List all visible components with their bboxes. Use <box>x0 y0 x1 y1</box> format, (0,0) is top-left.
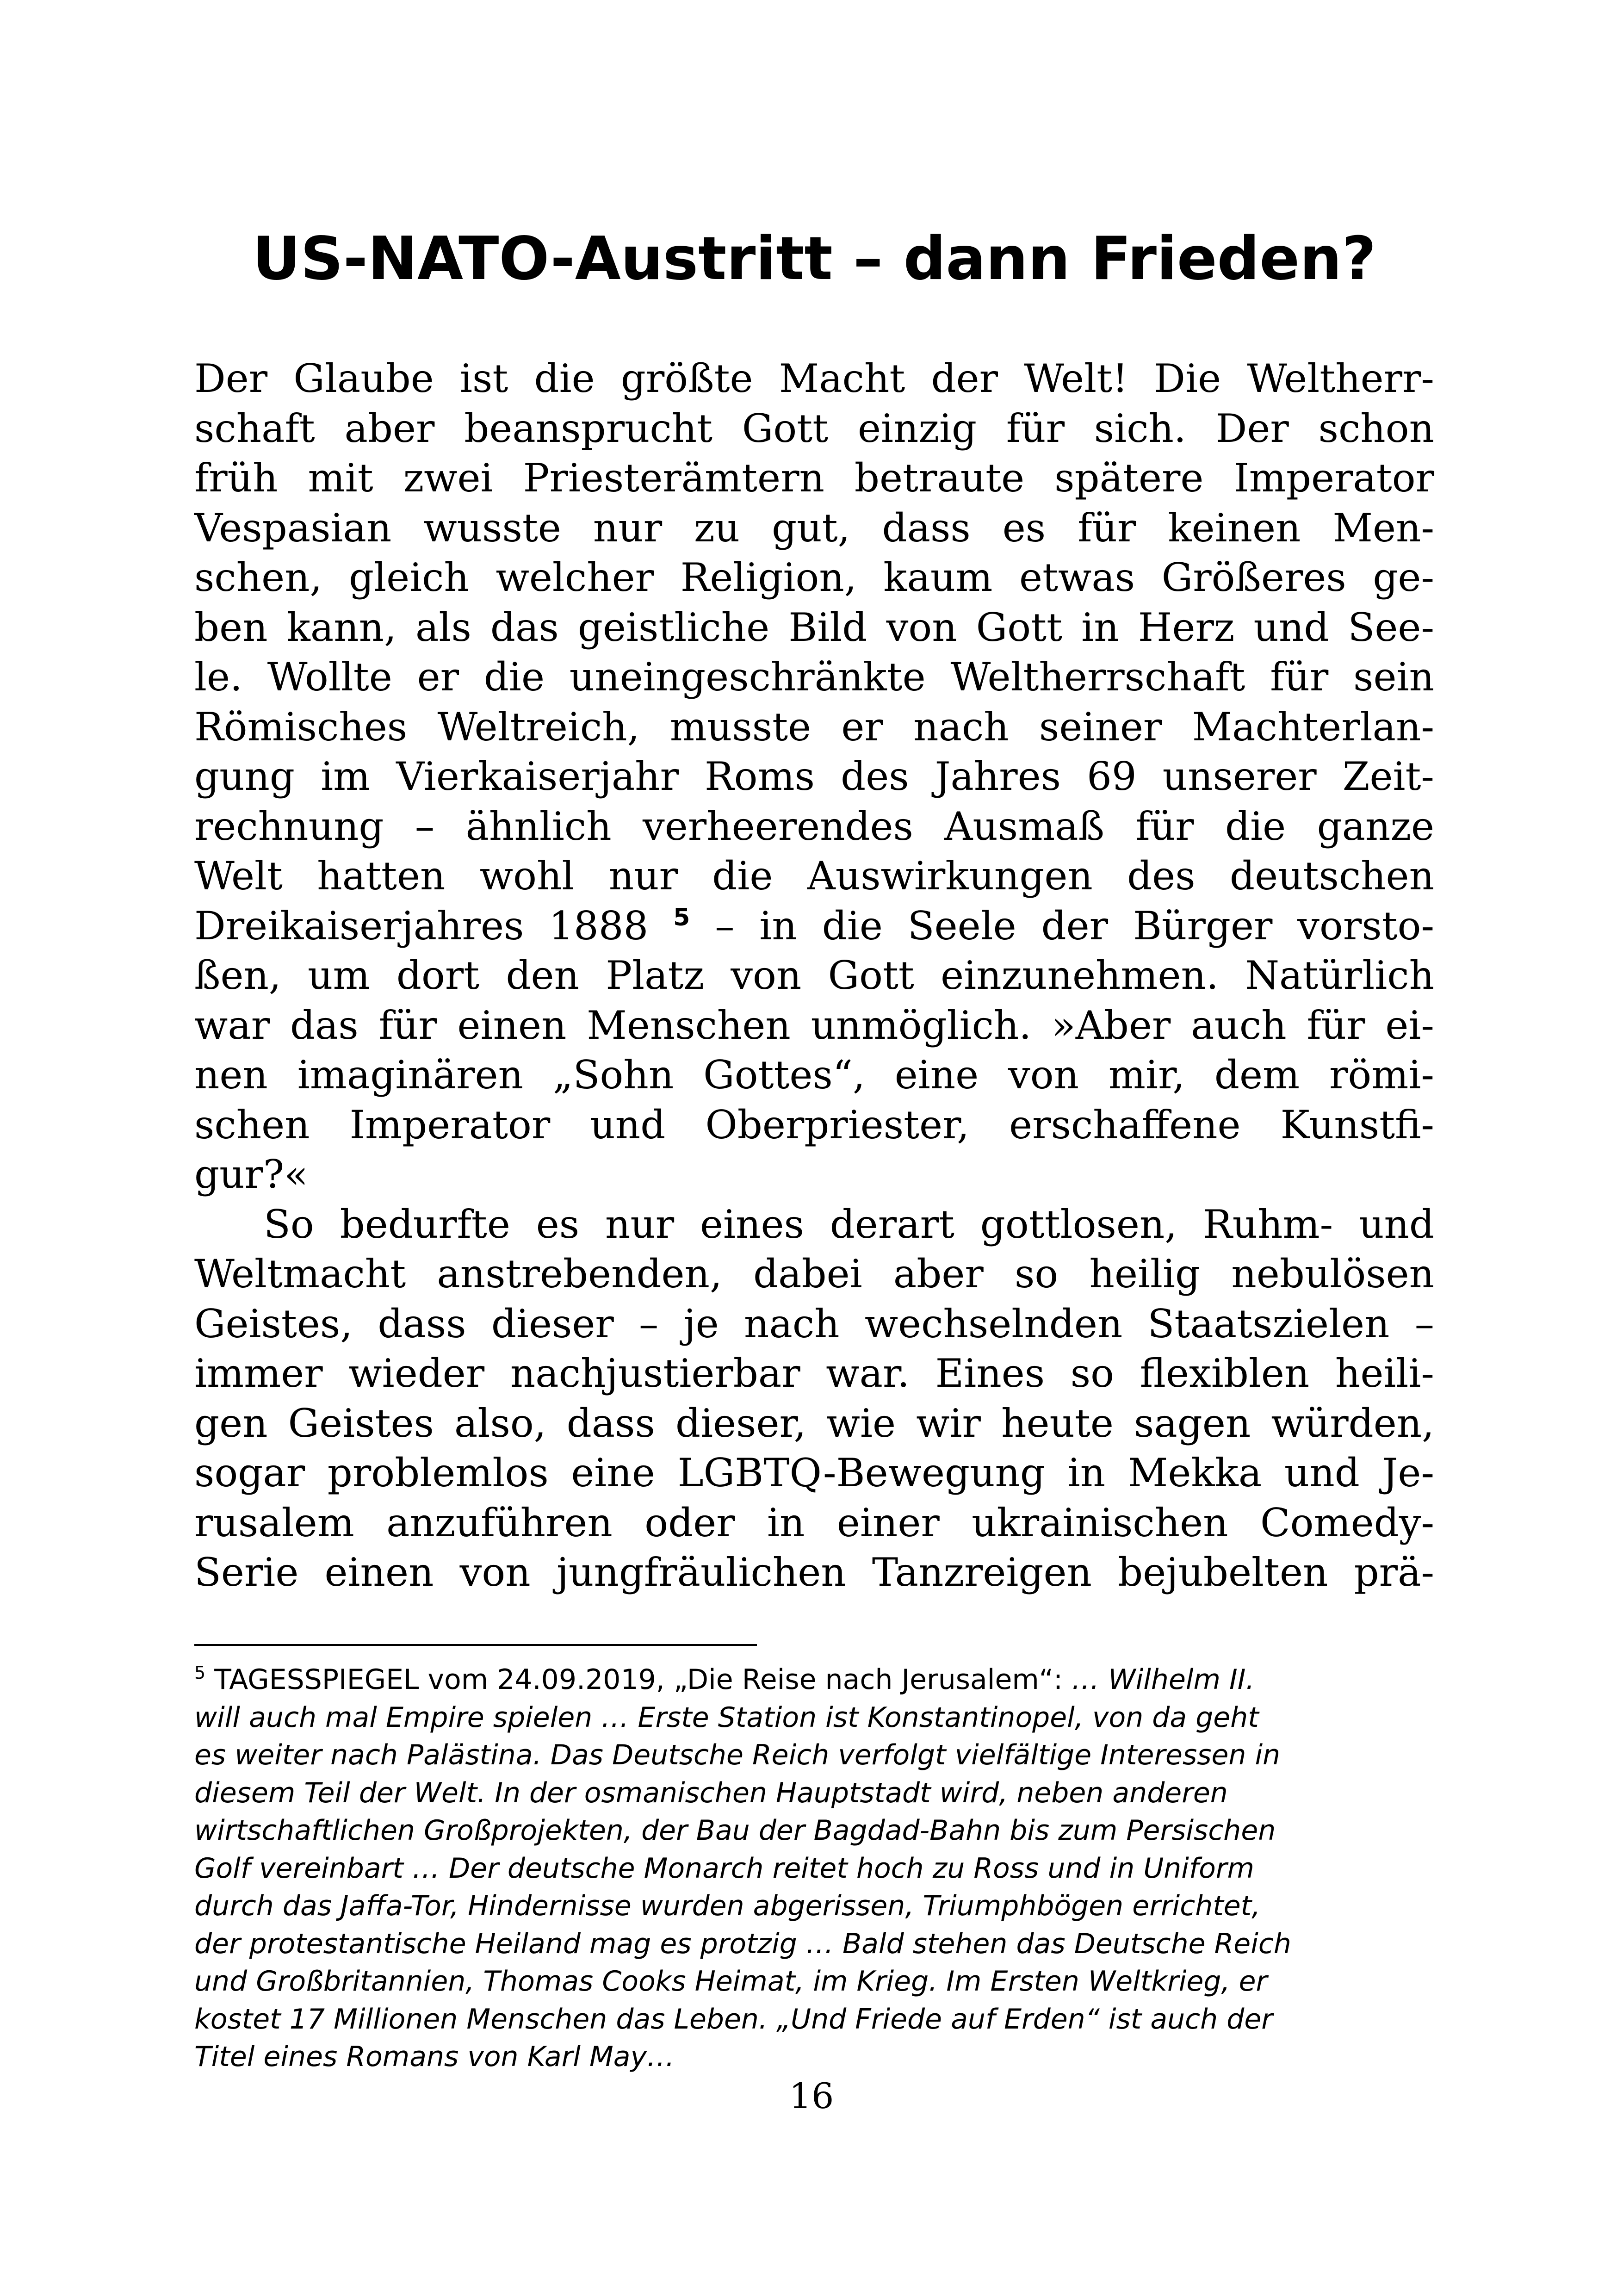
text-line: Welt hatten wohl nur die Auswirkungen des deutschen <box>194 853 1434 899</box>
text-line: Der Glaube ist die größte Macht der Welt! Die Weltherr- <box>194 356 1434 401</box>
footnote-separator <box>194 1644 757 1646</box>
text-line: le. Wollte er die uneingeschränkte Weltherrschaft für sein <box>194 654 1434 700</box>
footnote-reference: 5 <box>673 903 690 931</box>
footnote-line <box>194 1661 1434 1699</box>
text-line: Geistes, dass dieser – je nach wechselnden Staatszielen – <box>194 1301 1434 1347</box>
page-number: 16 <box>789 2075 834 2116</box>
text-line: war das für einen Menschen unmöglich. »Aber auch für ei- <box>194 1002 1434 1048</box>
text-line: immer wieder nachjustierbar war. Eines so flexiblen heili- <box>194 1351 1434 1396</box>
text-line: Vespasian wusste nur zu gut, dass es für keinen Men- <box>194 505 1434 551</box>
text-line: ben kann, als das geistliche Bild von Gott in Herz und See- <box>194 604 1434 650</box>
main-text <box>194 354 1434 1598</box>
footnote-line: kostet 17 Millionen Menschen das Leben. „Und Friede auf Erden“ ist auch der <box>194 2003 1273 2035</box>
footnote-source: TAGESSPIEGEL vom 24.09.2019, „Die Reise nach Jerusalem“: <box>214 1663 1072 1696</box>
footnote-line: und Großbritannien, Thomas Cooks Heimat, im Krieg. Im Ersten Weltkrieg, er <box>194 1965 1268 1998</box>
text-line: früh mit zwei Priesterämtern betraute spätere Imperator <box>194 455 1434 501</box>
footnote-line: der protestantische Heiland mag es protzig … Bald stehen das Deutsche Reich <box>194 1927 1291 1960</box>
text-line-with-footnote-ref <box>194 901 1434 951</box>
text-line: Römisches Weltreich, musste er nach seiner Machterlan- <box>194 704 1434 750</box>
text-line: ßen, um dort den Platz von Gott einzunehmen. Natürlich <box>194 953 1434 998</box>
text-line: So bedurfte es nur eines derart gottlosen, Ruhm- und <box>264 1201 1434 1247</box>
text-segment: Dreikaiserjahres 1888 <box>194 903 649 949</box>
footnote-line: diesem Teil der Welt. In der osmanischen Hauptstadt wird, neben anderen <box>194 1776 1228 1809</box>
footnote-line: Titel eines Romans von Karl May… <box>194 2041 675 2073</box>
text-line: nen imaginären „Sohn Gottes“, eine von mir, dem römi- <box>194 1052 1434 1098</box>
text-line: rechnung – ähnlich verheerendes Ausmaß für die ganze <box>194 803 1434 849</box>
footnote-line: es weiter nach Palästina. Das Deutsche Reich verfolgt vielfältige Interessen in <box>194 1739 1281 1771</box>
text-line: sogar problemlos eine LGBTQ-Bewegung in Mekka und Je- <box>194 1450 1434 1496</box>
text-line: gung im Vierkaiserjahr Roms des Jahres 69 unserer Zeit- <box>194 754 1434 799</box>
footnote <box>194 1661 1434 2076</box>
chapter-title: US-NATO-Austritt – dann Frieden? <box>252 224 1376 293</box>
text-line: schaft aber beansprucht Gott einzig für sich. Der schon <box>194 405 1434 451</box>
text-line: schen, gleich welcher Religion, kaum etwas Größeres ge- <box>194 555 1434 600</box>
text-line: rusalem anzuführen oder in einer ukrainischen Comedy- <box>194 1500 1434 1545</box>
footnote-line: durch das Jaffa-Tor, Hindernisse wurden abgerissen, Triumphbögen errichtet, <box>194 1890 1261 1922</box>
text-line: Serie einen von jungfräulichen Tanzreigen bejubelten prä- <box>194 1550 1434 1595</box>
text-line: schen Imperator und Oberpriester, erschaffene Kunstfi- <box>194 1102 1434 1148</box>
footnote-line: wirtschaftlichen Großprojekten, der Bau der Bagdad-Bahn bis zum Persischen <box>194 1814 1276 1847</box>
footnote-line: Golf vereinbart … Der deutsche Monarch reitet hoch zu Ross und in Uniform <box>194 1852 1254 1885</box>
footnote-number: 5 <box>194 1663 206 1683</box>
text-line: gen Geistes also, dass dieser, wie wir heute sagen würden, <box>194 1400 1434 1446</box>
text-line: gur?« <box>194 1152 308 1197</box>
footnote-quote: … Wilhelm II. <box>1072 1663 1255 1696</box>
text-line: Weltmacht anstrebenden, dabei aber so heilig nebulösen <box>194 1251 1434 1297</box>
text-segment: – in die Seele der Bürger vorsto- <box>715 903 1434 949</box>
footnote-line: will auch mal Empire spielen … Erste Station ist Konstantinopel, von da geht <box>194 1701 1259 1734</box>
